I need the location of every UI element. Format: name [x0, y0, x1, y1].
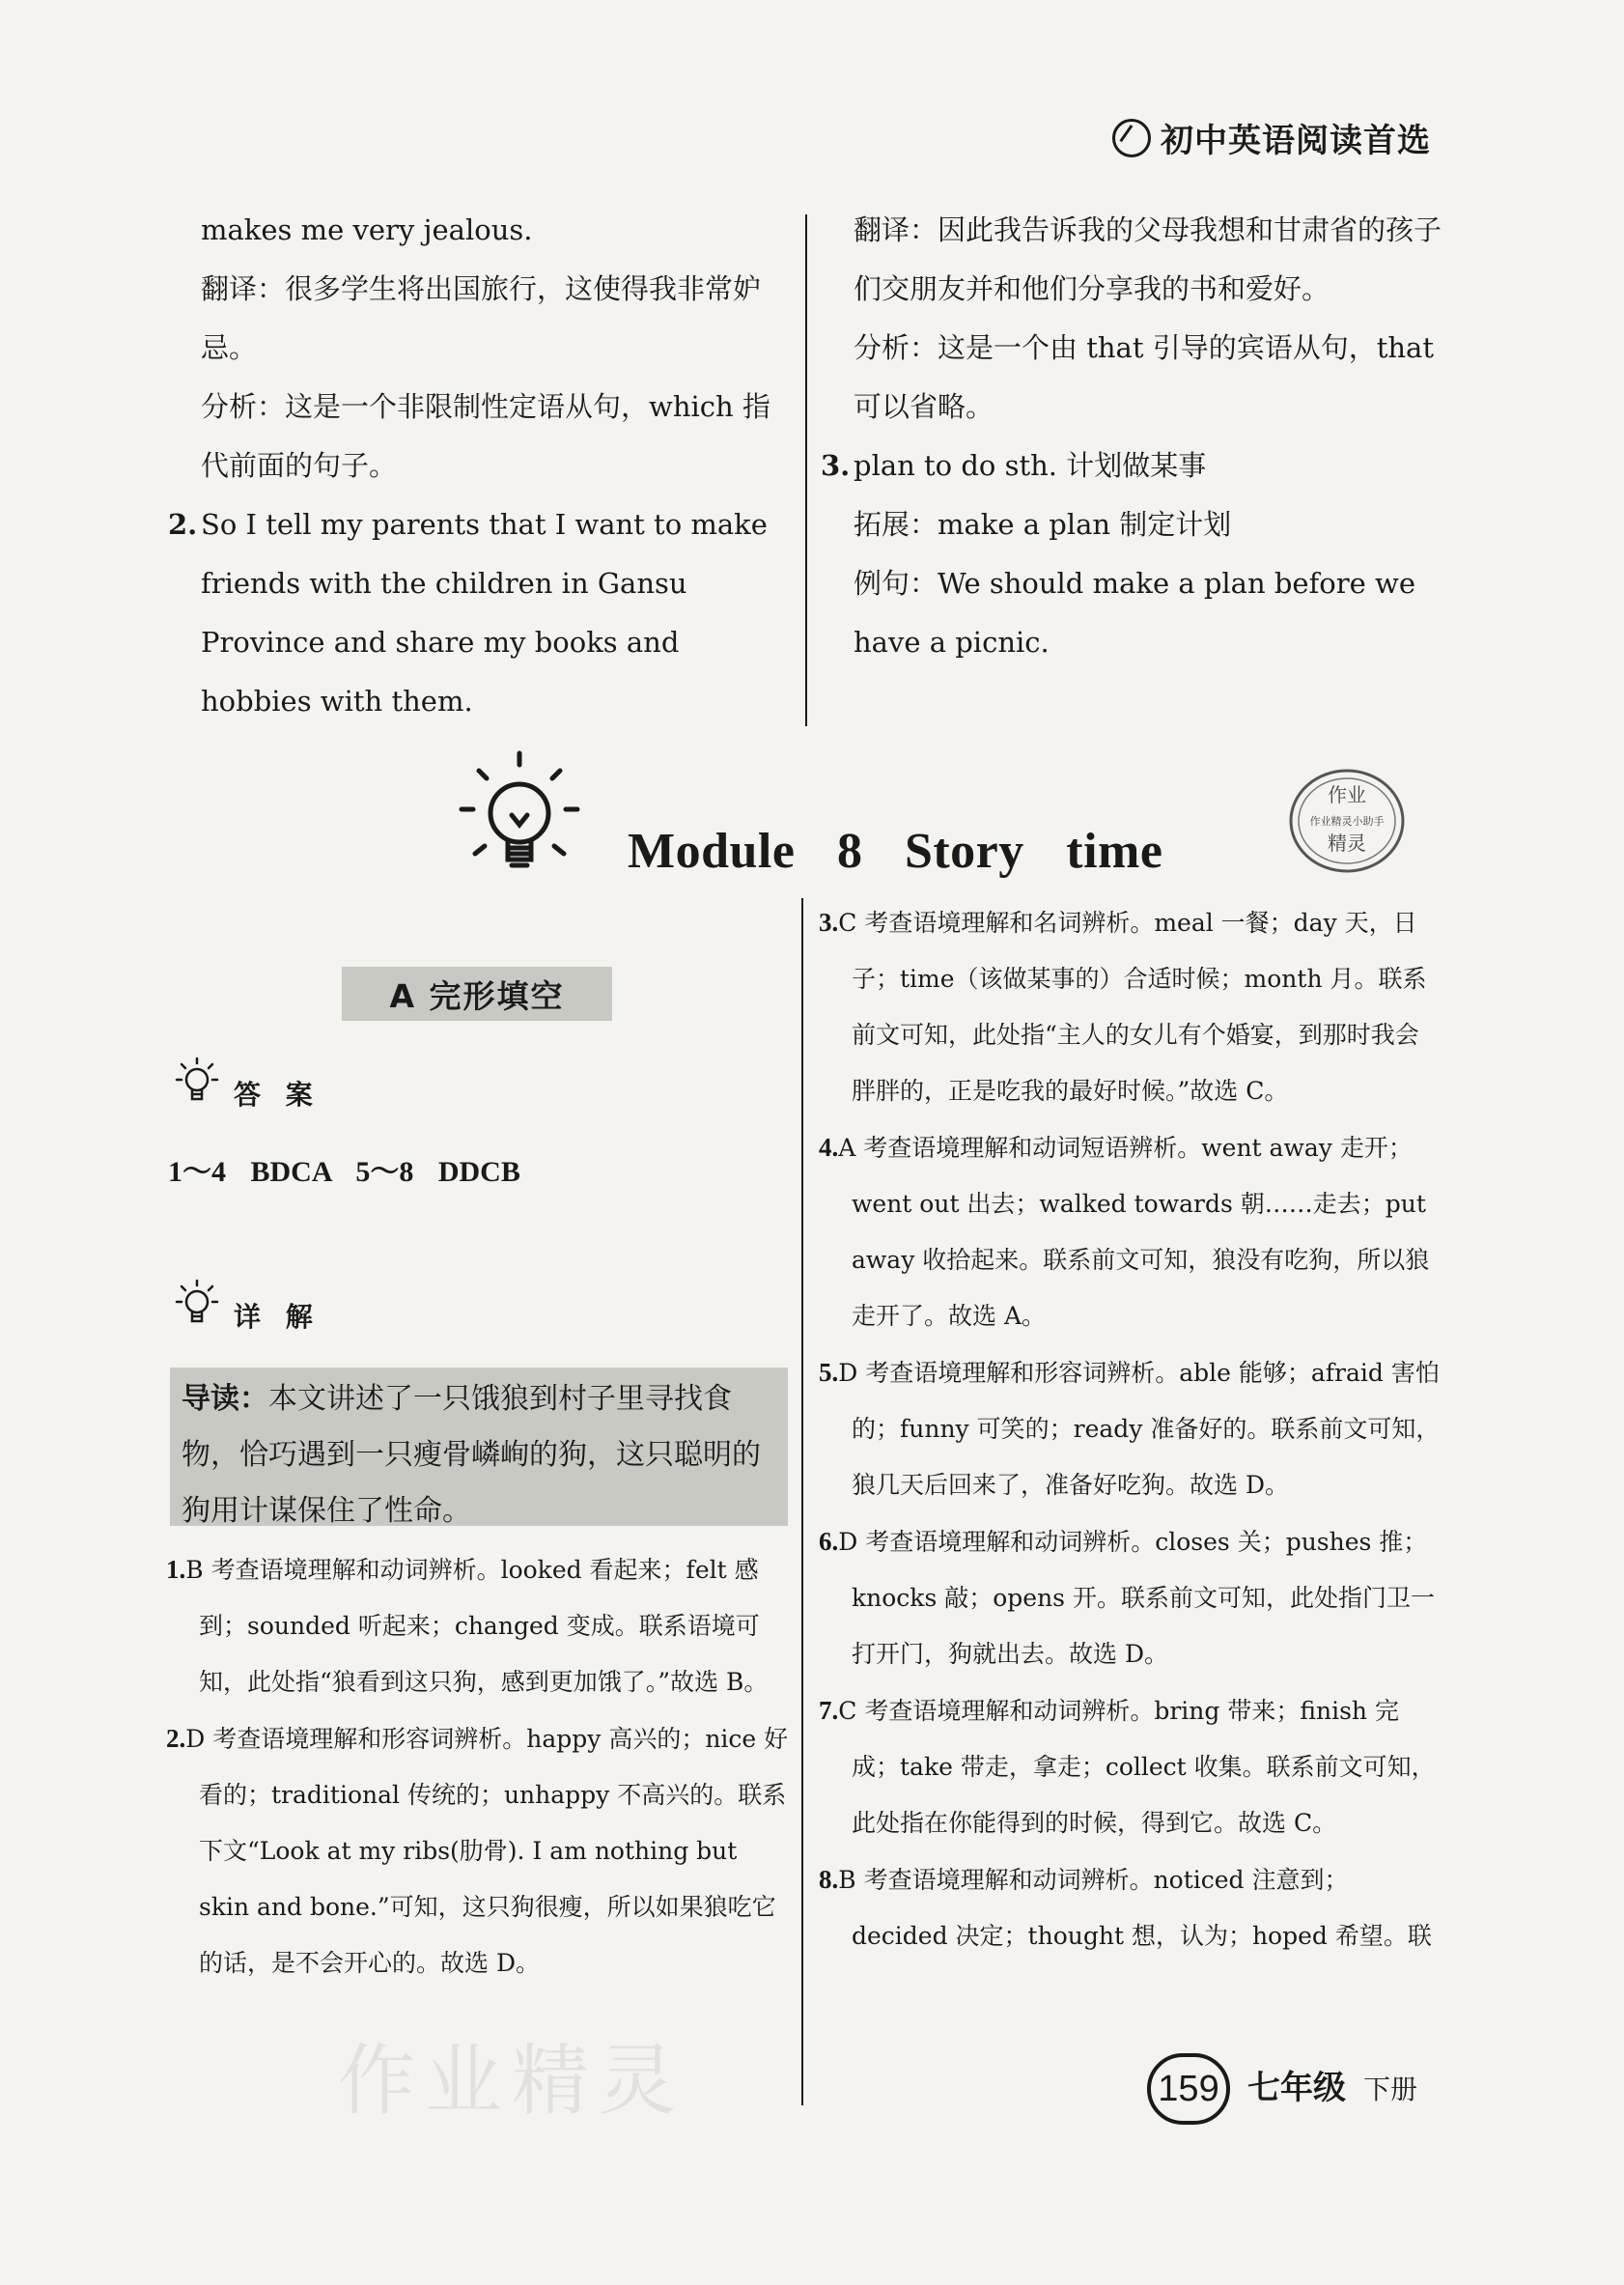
- item-number: 3.: [821, 449, 851, 482]
- item-text: D 考查语境理解和动词辨析。closes 关；pushes 推；knocks 敲；opens 开。联系前文可知，此处指门卫一打开门，狗就出去。故选 D。: [838, 1528, 1435, 1668]
- lightbulb-icon: [174, 1055, 224, 1113]
- item-text: A 考查语境理解和动词短语辨析。went away 走开；went out 出去；walked towards 朝……走去；put away 收拾起来。联系前文可知，狼没有吃狗，所以狼走开了。故选 A。: [838, 1134, 1430, 1330]
- section-title-bar: A 完形填空: [342, 967, 612, 1021]
- answers-heading: [174, 1055, 321, 1113]
- item-text: D 考查语境理解和形容词辨析。able 能够；afraid 害怕的；funny 可笑的；ready 准备好的。联系前文可知，狼几天后回来了，准备好吃狗。故选 D。: [838, 1359, 1441, 1499]
- extension-text: 拓展：make a plan 制定计划: [854, 508, 1232, 541]
- header-title: 初中英语阅读首选: [1161, 122, 1431, 160]
- translation-text: 翻译：很多学生将出国旅行，这使得我非常妒忌。: [201, 272, 762, 364]
- stamp-line-3: 精灵: [1328, 832, 1366, 855]
- analysis-text: 分析：这是一个由 that 引导的宾语从句，that 可以省略。: [854, 331, 1434, 423]
- item-text: plan to do sth. 计划做某事: [854, 449, 1207, 482]
- phrase-item-3: [821, 437, 1444, 495]
- explanation-item: [166, 1541, 789, 1710]
- stamp-line-2: 作业精灵小助手: [1309, 815, 1385, 828]
- pen-logo-icon: [1112, 119, 1151, 157]
- explanation-item: [819, 1119, 1442, 1344]
- module-title: Module 8 Story time: [628, 824, 1163, 879]
- details-label: 详 解: [234, 1301, 321, 1333]
- item-number: 7.: [819, 1696, 839, 1725]
- column-divider-bottom: [801, 898, 803, 2105]
- volume-label: 下册: [1363, 2073, 1418, 2105]
- right-explanations: [819, 894, 1442, 1964]
- guide-text: 本文讲述了一只饿狼到村子里寻找食物，恰巧遇到一只瘦骨嶙峋的狗，这只聪明的狗用计谋保住了性命。: [182, 1382, 761, 1528]
- page-header: [1112, 114, 1431, 161]
- item-number: 2.: [166, 1724, 186, 1753]
- details-heading: [174, 1277, 321, 1335]
- item-text: B 考查语境理解和动词辨析。noticed 注意到；decided 决定；thought 想，认为；hoped 希望。联: [838, 1866, 1432, 1950]
- column-divider-top: [805, 214, 807, 726]
- explanation-item: [819, 1513, 1442, 1682]
- homework-stamp-icon: [1284, 763, 1410, 879]
- item-text: D 考查语境理解和形容词辨析。happy 高兴的；nice 好看的；traditional 传统的；unhappy 不高兴的。联系下文“Look at my ribs(肋骨). I am nothing but skin and bone.”可知，这只狗很瘦，所以如果狼吃它的话，是不会开心的。故选 D。: [185, 1725, 789, 1977]
- explanation-item: [166, 1710, 789, 1991]
- item-number: 6.: [819, 1527, 839, 1556]
- translation-text: 翻译：因此我告诉我的父母我想和甘肃省的孩子们交朋友并和他们分享我的书和爱好。: [854, 213, 1442, 305]
- guide-box: [170, 1368, 788, 1526]
- item-number: 1.: [166, 1555, 186, 1584]
- sentence-continuation: makes me very jealous.: [201, 213, 533, 246]
- top-right-column: [821, 201, 1444, 672]
- watermark: 作业精灵: [338, 2036, 686, 2126]
- item-number: 8.: [819, 1865, 839, 1894]
- item-number: 4.: [819, 1133, 839, 1162]
- explanation-item: [819, 894, 1442, 1119]
- explanation-item: [819, 1344, 1442, 1513]
- explanation-item: [819, 1851, 1442, 1964]
- answer-key: 1～4 BDCA 5～8 DDCB: [168, 1156, 520, 1188]
- item-text: B 考查语境理解和动词辨析。looked 看起来；felt 感到；sounded 听起来；changed 变成。联系语境可知，此处指“狼看到这只狗，感到更加饿了。”故选 B。: [185, 1556, 769, 1696]
- sentence-item-2: [168, 495, 792, 731]
- stamp-line-1: 作业: [1328, 783, 1366, 806]
- item-text: C 考查语境理解和动词辨析。bring 带来；finish 完成；take 带走，拿走；collect 收集。联系前文可知，此处指在你能得到的时候，得到它。故选 C。: [838, 1697, 1436, 1837]
- item-text: C 考查语境理解和名词辨析。meal 一餐；day 天，日子；time（该做某事的）合适时候；month 月。联系前文可知，此处指“主人的女儿有个婚宴，到那时我会胖胖的，正是吃我的最好时候。”故选 C。: [838, 909, 1427, 1105]
- page-number: 159: [1147, 2053, 1230, 2125]
- grade-label: 七年级: [1247, 2069, 1346, 2107]
- left-explanations: [166, 1541, 789, 1991]
- item-number: 5.: [819, 1358, 839, 1387]
- answers-label: 答 案: [234, 1079, 321, 1111]
- item-number: 2.: [168, 508, 198, 541]
- explanation-item: [819, 1682, 1442, 1851]
- guide-lead: 导读：: [182, 1382, 268, 1416]
- footer-grade: [1247, 2061, 1417, 2108]
- example-sentence: 例句：We should make a plan before we have a picnic.: [854, 567, 1415, 659]
- analysis-text: 分析：这是一个非限制性定语从句，which 指代前面的句子。: [201, 390, 770, 482]
- item-number: 3.: [819, 908, 839, 937]
- lightbulb-icon: [174, 1277, 224, 1335]
- top-left-column: [168, 201, 792, 731]
- lightbulb-icon: [452, 746, 587, 890]
- item-text: So I tell my parents that I want to make friends with the children in Gansu Province and share my books and hobbies with them.: [201, 508, 768, 718]
